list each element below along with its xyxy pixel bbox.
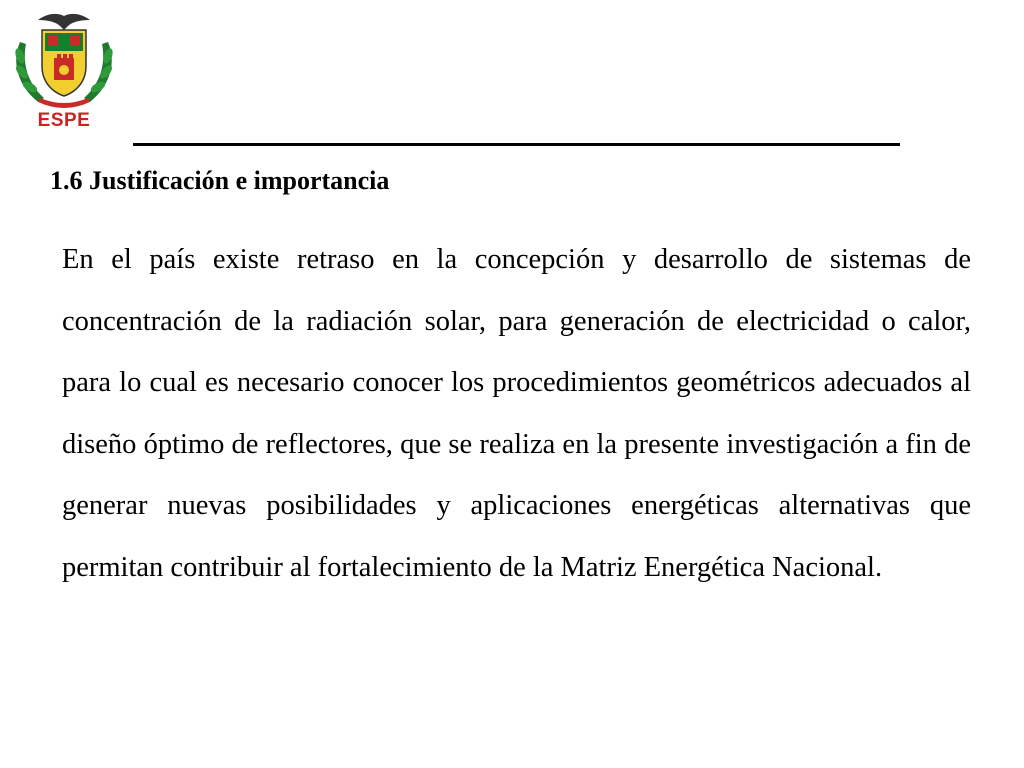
header-divider xyxy=(133,143,900,146)
espe-crest-icon xyxy=(8,10,120,114)
section-heading: 1.6 Justificación e importancia xyxy=(50,166,390,195)
espe-logo xyxy=(8,10,120,135)
section-paragraph: En el país existe retraso en la concepción y desarrollo de sistemas de concentración de la radiación solar, para generación de electricidad o calor, para lo cual es necesario conocer los procedimientos geométricos adecuados al diseño óptimo de reflectores, que se realiza en la presente investigación a fin de generar nuevas posibilidades y aplicaciones energéticas alternativas que permitan contribuir al fortalecimiento de la Matriz Energética Nacional. xyxy=(62,244,971,583)
logo-caption: ESPE xyxy=(37,110,91,131)
